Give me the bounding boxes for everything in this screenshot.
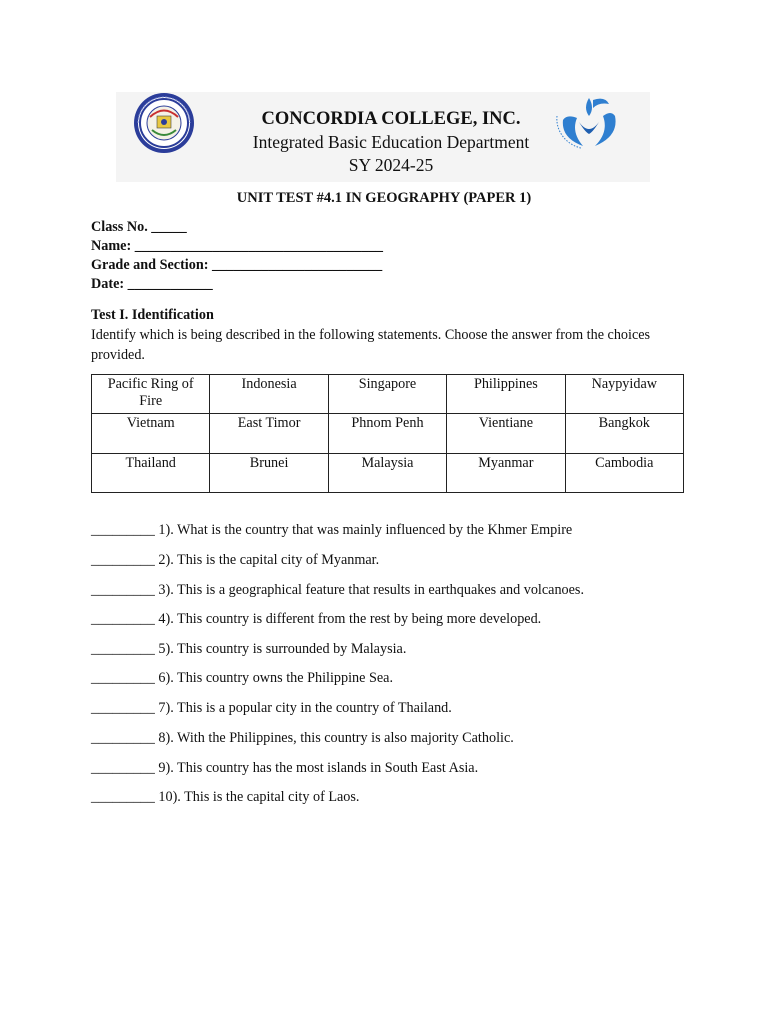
table-row [92, 414, 684, 453]
table-row [92, 453, 684, 492]
choice-cell: Bangkok [565, 414, 683, 453]
test-title: UNIT TEST #4.1 IN GEOGRAPHY (PAPER 1) [236, 190, 532, 206]
question-1: _________ 1). What is the country that was mainly influenced by the Khmer Empire [91, 522, 573, 538]
choice-cell: East Timor [210, 414, 328, 453]
school-name: CONCORDIA COLLEGE, INC. [261, 109, 521, 129]
choice-cell: Phnom Penh [328, 414, 446, 453]
choice-cell: Singapore [328, 375, 446, 414]
choices-table [91, 374, 684, 493]
question-2: _________ 2). This is the capital city of Myanmar. [91, 552, 380, 568]
choice-cell: Philippines [447, 375, 565, 414]
school-seal-logo [126, 92, 202, 154]
question-3: _________ 3). This is a geographical feature that results in earthquakes and volcanoes. [91, 582, 585, 598]
question-6: _________ 6). This country owns the Philippine Sea. [91, 670, 393, 686]
question-4: _________ 4). This country is different from the rest by being more developed. [91, 611, 542, 627]
school-year: SY 2024-25 [348, 155, 434, 175]
choice-cell: Malaysia [328, 453, 446, 492]
choice-cell: Vientiane [447, 414, 565, 453]
table-row [92, 375, 684, 414]
choice-cell: Pacific Ring of Fire [92, 375, 210, 414]
question-7: _________ 7). This is a popular city in the country of Thailand. [91, 700, 452, 716]
test-heading: Test I. Identification [91, 307, 214, 323]
choice-cell: Myanmar [447, 453, 565, 492]
grade-section-field: Grade and Section: ________________________ [91, 257, 383, 273]
choice-cell: Cambodia [565, 453, 683, 492]
question-9: _________ 9). This country has the most islands in South East Asia. [91, 760, 479, 776]
test-instructions: Identify which is being described in the following statements. Choose the answer from the choices provided. [91, 327, 651, 363]
choice-cell: Indonesia [210, 375, 328, 414]
question-8: _________ 8). With the Philippines, this country is also majority Catholic. [91, 730, 514, 746]
choice-cell: Thailand [92, 453, 210, 492]
question-10: _________ 10). This is the capital city of Laos. [91, 789, 360, 805]
department-name: Integrated Basic Education Department [252, 132, 530, 152]
name-field: Name: ___________________________________ [91, 238, 384, 254]
choice-cell: Vietnam [92, 414, 210, 453]
class-no-field: Class No. _____ [91, 219, 187, 235]
question-5: _________ 5). This country is surrounded by Malaysia. [91, 641, 407, 657]
hands-logo [553, 92, 625, 150]
choice-cell: Naypyidaw [565, 375, 683, 414]
date-field: Date: ____________ [91, 276, 213, 292]
choice-cell: Brunei [210, 453, 328, 492]
